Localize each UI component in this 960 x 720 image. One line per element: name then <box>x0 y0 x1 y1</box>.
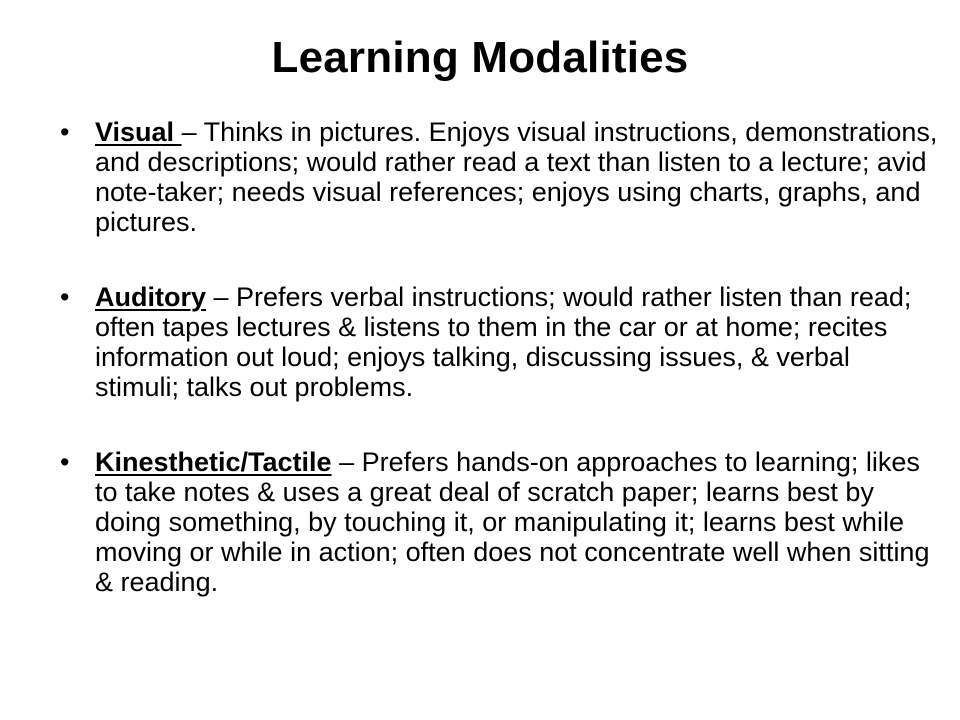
slide-title: Learning Modalities <box>271 33 689 82</box>
term-kinesthetic: Kinesthetic/Tactile <box>95 447 332 477</box>
bullet-auditory <box>60 282 940 402</box>
description-auditory: – Prefers verbal instructions; would rather listen than read; often tapes lectures & listens to them in the car or at home; recites information out loud; enjoys talking, discussing issues, & verbal stimuli; talks out problems. <box>95 282 912 402</box>
bullet-visual <box>60 117 940 237</box>
description-kinesthetic: – Prefers hands-on approaches to learning; likes to take notes & uses a great deal of scratch paper; learns best by doing something, by touching it, or manipulating it; learns best while moving or while in action; often does not concentrate well when sitting & reading. <box>95 447 930 597</box>
description-visual: – Thinks in pictures. Enjoys visual instructions, demonstrations, and descriptions; would rather read a text than listen to a lecture; avid note-taker; needs visual references; enjoys using charts, graphs, and pictures. <box>95 117 938 237</box>
term-auditory: Auditory <box>95 282 206 312</box>
bullet-list <box>60 117 940 642</box>
bullet-kinesthetic <box>60 447 940 597</box>
term-visual: Visual <box>95 117 182 147</box>
